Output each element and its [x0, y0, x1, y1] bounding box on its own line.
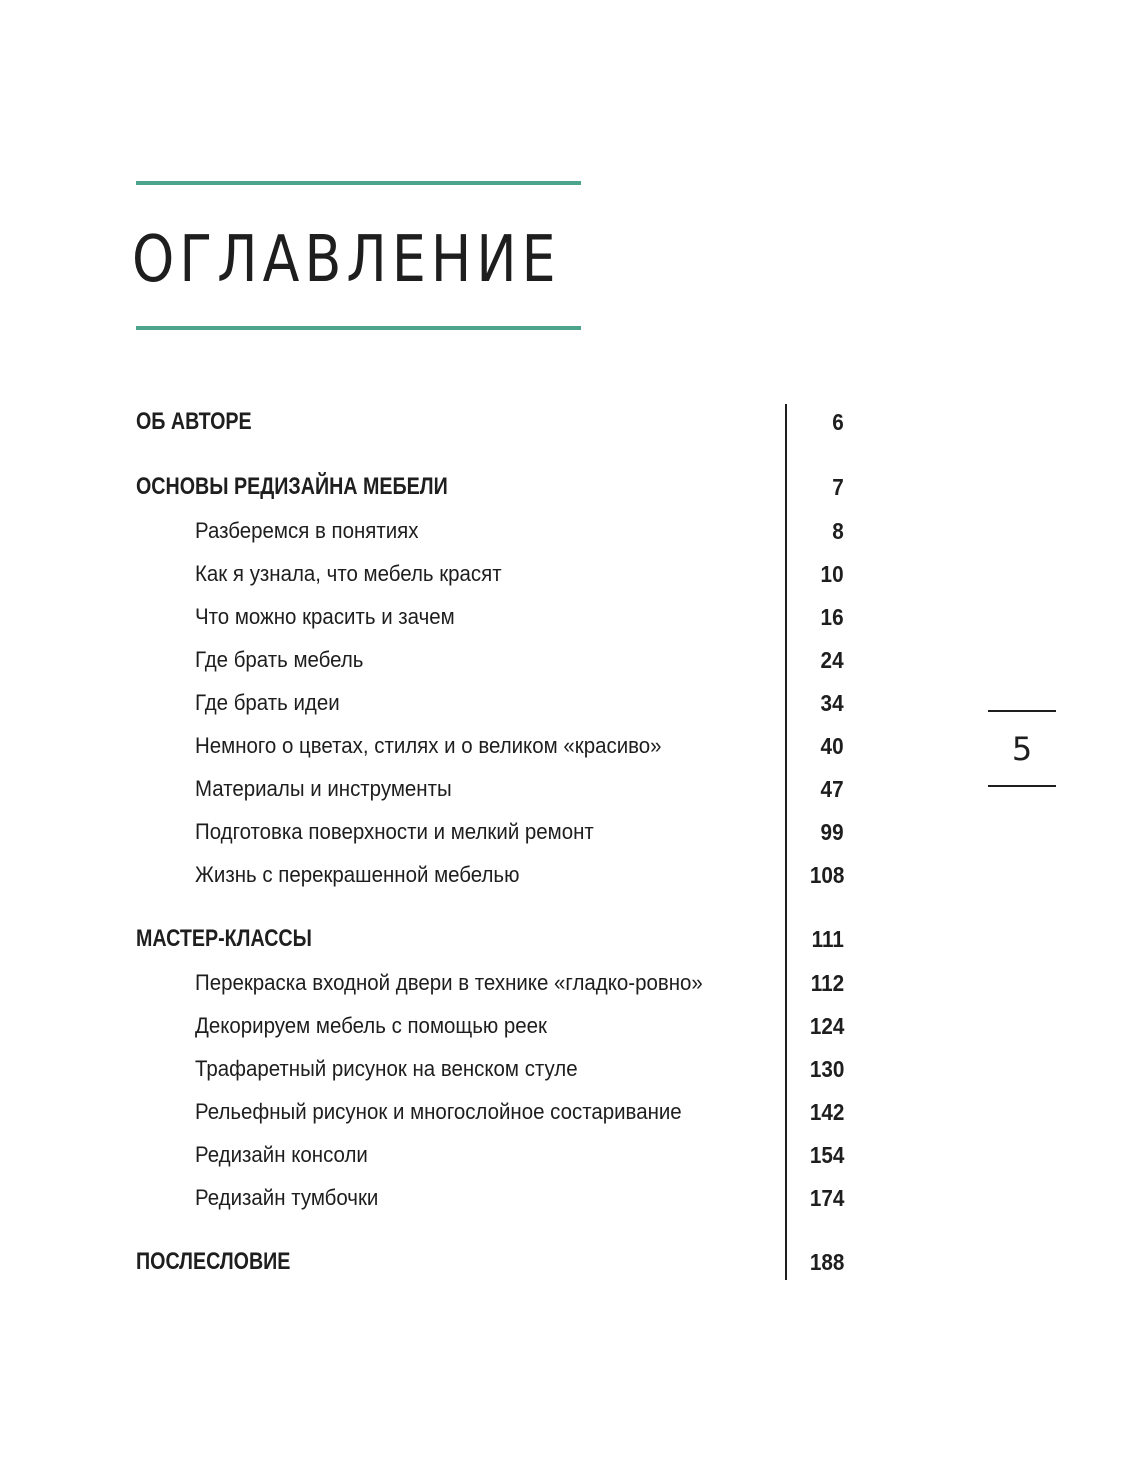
toc-entry-page: 40: [820, 733, 844, 759]
toc-entry[interactable]: [0, 557, 860, 591]
toc-entry[interactable]: [0, 514, 860, 548]
toc-entry-label: Что можно красить и зачем: [195, 604, 455, 629]
toc-entry[interactable]: [0, 772, 860, 806]
toc-entry[interactable]: [0, 1181, 860, 1215]
toc-entry-label: Как я узнала, что мебель красят: [195, 561, 502, 586]
toc-entry-page: 154: [809, 1142, 844, 1168]
toc-entry-page: 6: [832, 409, 844, 435]
toc-entry-page: 112: [810, 970, 844, 996]
toc-entry-page: 124: [809, 1013, 844, 1039]
toc-entry[interactable]: [0, 1052, 860, 1086]
page-number: 5: [1011, 730, 1033, 768]
toc-entry[interactable]: [0, 1009, 860, 1043]
toc-entry-label: Рельефный рисунок и многослойное состаривание: [195, 1099, 682, 1124]
toc-entry-page: 8: [832, 518, 844, 544]
toc-entry-label: ОСНОВЫ РЕДИЗАЙНА МЕБЕЛИ: [136, 473, 448, 500]
toc-entry-basics[interactable]: [0, 470, 860, 504]
toc-entry-label: Редизайн тумбочки: [195, 1185, 379, 1210]
toc-entry-page: 10: [820, 561, 844, 587]
toc-entry-label: Редизайн консоли: [195, 1142, 368, 1167]
toc-entry-afterword[interactable]: [0, 1245, 860, 1279]
toc-entry-label: ОБ АВТОРЕ: [136, 408, 252, 435]
toc-entry[interactable]: [0, 858, 860, 892]
toc-entry-label: Где брать идеи: [195, 690, 340, 715]
toc-entry[interactable]: [0, 686, 860, 720]
toc-entry[interactable]: [0, 1095, 860, 1129]
folio-top-rule: [988, 710, 1056, 712]
page-title: ОГЛАВЛЕНИЕ: [132, 223, 561, 297]
toc-entry-page: 24: [820, 647, 844, 673]
toc-entry-label: Трафаретный рисунок на венском стуле: [195, 1056, 578, 1081]
toc-entry-page: 99: [820, 819, 844, 845]
toc-entry-label: ПОСЛЕСЛОВИЕ: [136, 1248, 291, 1275]
toc-entry-label: Подготовка поверхности и мелкий ремонт: [195, 819, 594, 844]
toc-entry-page: 174: [809, 1185, 844, 1211]
toc-entry[interactable]: [0, 600, 860, 634]
toc-entry-label: Разберемся в понятиях: [195, 518, 419, 543]
title-top-rule: [136, 181, 581, 185]
folio-bottom-rule: [988, 785, 1056, 787]
toc-entry[interactable]: [0, 815, 860, 849]
toc-entry-master-classes[interactable]: [0, 922, 860, 956]
toc-entry-about-author[interactable]: [0, 405, 860, 439]
toc-entry-page: 130: [809, 1056, 844, 1082]
toc-entry[interactable]: [0, 643, 860, 677]
toc-entry[interactable]: [0, 966, 860, 1000]
toc-entry-page: 16: [820, 604, 844, 630]
toc-entry[interactable]: [0, 1138, 860, 1172]
toc-entry-page: 47: [820, 776, 844, 802]
toc-entry-page: 142: [809, 1099, 844, 1125]
toc-entry-label: Материалы и инструменты: [195, 776, 452, 801]
toc-entry-label: Декорируем мебель с помощью реек: [195, 1013, 548, 1038]
title-bottom-rule: [136, 326, 581, 330]
toc-entry-label: Жизнь с перекрашенной мебелью: [195, 862, 520, 887]
toc-entry-page: 188: [809, 1249, 844, 1275]
toc-entry-label: Немного о цветах, стилях и о великом «красиво»: [195, 733, 662, 758]
toc-entry-page: 7: [832, 474, 844, 500]
toc-entry[interactable]: [0, 729, 860, 763]
toc-entry-page: 108: [809, 862, 844, 888]
toc-entry-page: 111: [811, 926, 844, 952]
toc-entry-label: МАСТЕР-КЛАССЫ: [136, 925, 312, 952]
toc-entry-label: Перекраска входной двери в технике «гладко-ровно»: [195, 970, 703, 995]
toc-entry-label: Где брать мебель: [195, 647, 364, 672]
toc-entry-page: 34: [820, 690, 844, 716]
